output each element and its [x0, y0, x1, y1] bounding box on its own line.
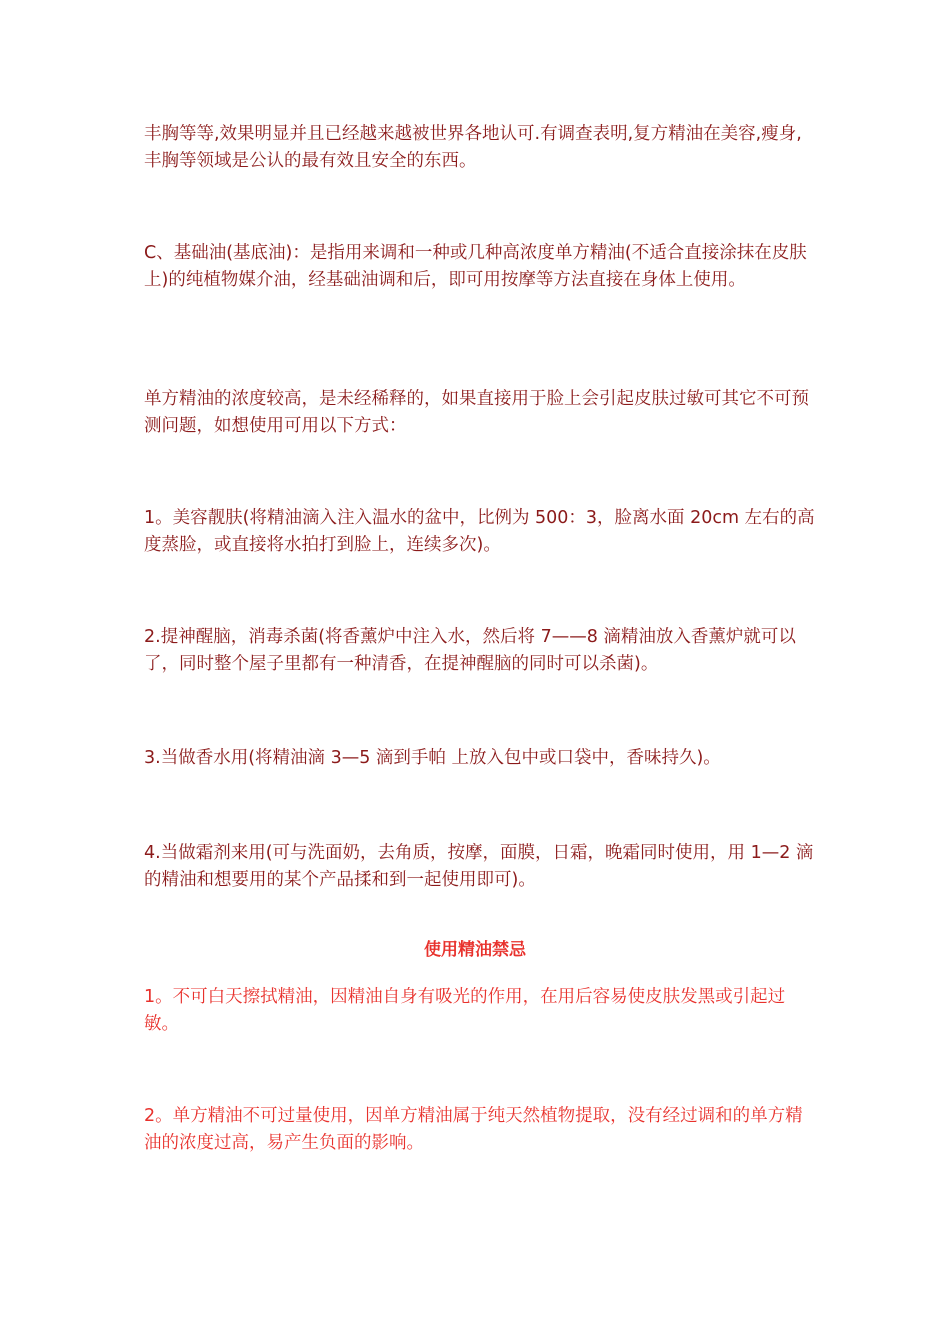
section-heading-taboos: 使用精油禁忌 [424, 940, 526, 960]
paragraph-usage-4-cream: 4.当做霜剂来用(可与洗面奶，去角质，按摩，面膜，日霜，晚霜同时使用，用 1—2 滴的精油和想要用的某个产品揉和到一起使用即可)。 [144, 843, 814, 890]
paragraph-usage-2-aroma-burner: 2.提神醒脑，消毒杀菌(将香薰炉中注入水，然后将 7——8 滴精油放入香薰炉就可以了，同时整个屋子里都有一种清香，在提神醒脑的同时可以杀菌)。 [144, 627, 796, 674]
paragraph-usage-3-perfume: 3.当做香水用(将精油滴 3—5 滴到手帕 上放入包中或口袋中，香味持久)。 [144, 748, 721, 768]
paragraph-compound-oil-summary: 丰胸等等,效果明显并且已经越来越被世界各地认可.有调查表明,复方精油在美容,瘦身,丰胸等领域是公认的最有效且安全的东西。 [144, 124, 802, 171]
taboo-item-1-daytime: 1。不可白天擦拭精油，因精油自身有吸光的作用，在用后容易使皮肤发黑或引起过敏。 [144, 987, 786, 1034]
paragraph-base-oil-definition: C、基础油(基底油)：是指用来调和一种或几种高浓度单方精油(不适合直接涂抹在皮肤上)的纯植物媒介油，经基础油调和后，即可用按摩等方法直接在身体上使用。 [144, 243, 807, 290]
paragraph-usage-1-facial-steam: 1。美容靓肤(将精油滴入注入温水的盆中，比例为 500：3，脸离水面 20cm 左右的高度蒸脸，或直接将水拍打到脸上，连续多次)。 [144, 508, 815, 555]
paragraph-single-oil-usage-intro: 单方精油的浓度较高，是未经稀释的，如果直接用于脸上会引起皮肤过敏可其它不可预测问题，如想使用可用以下方式： [144, 389, 809, 436]
taboo-item-2-overuse: 2。单方精油不可过量使用，因单方精油属于纯天然植物提取，没有经过调和的单方精油的浓度过高，易产生负面的影响。 [144, 1106, 803, 1153]
